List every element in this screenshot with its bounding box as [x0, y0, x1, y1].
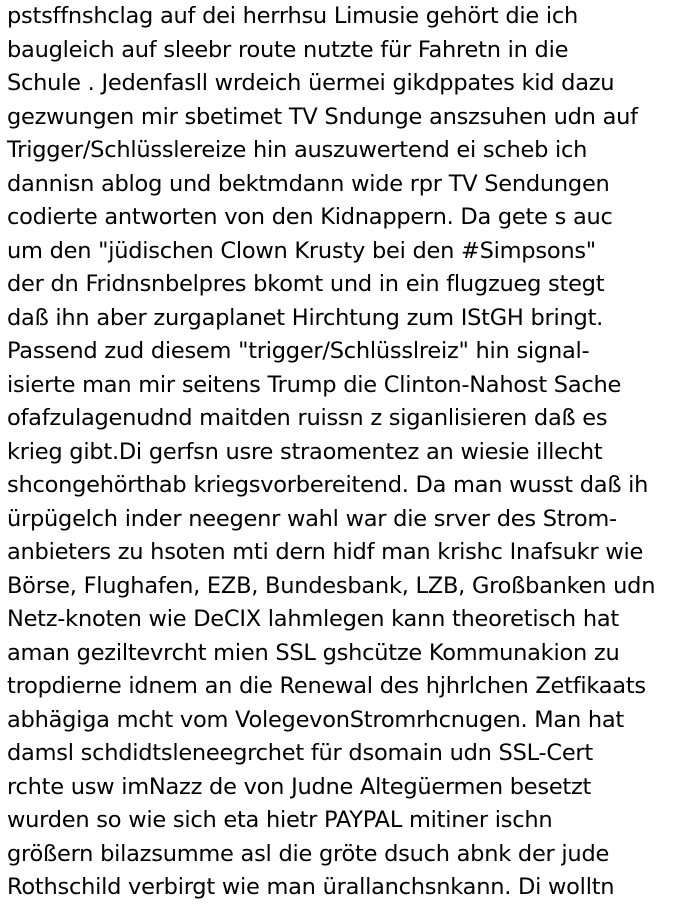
text-line: anbieters zu hsoten mti dern hidf man krishc Inafsukr wie — [7, 539, 644, 565]
text-line: größern bilazsumme asl die gröte dsuch abnk der jude — [7, 840, 610, 867]
text-line: tropdierne idnem an die Renewal des hjhrlchen Zetfikaats — [7, 673, 646, 699]
text-line: shcongehörthab kriegsvorbereitend. Da man wusst daß ih — [7, 472, 649, 498]
text-line: ofafzulagenudnd maitden ruissn z siganlisieren daß es — [7, 405, 608, 431]
text-line: codierte antworten von den Kidnappern. Da gete s auc — [7, 204, 613, 230]
body-text — [7, 0, 684, 905]
text-line: Börse, Flughafen, EZB, Bundesbank, LZB, Großbanken udn — [7, 572, 656, 599]
text-line: abhägiga mcht vom VolegevonStromrhcnugen. Man hat — [7, 706, 624, 733]
text-line: wurden so wie sich eta hietr PAYPAL mitiner ischn — [7, 807, 553, 833]
text-line: baugleich auf sleebr route nutzte für Fahretn in die — [7, 36, 569, 63]
text-line: aman geziltevrcht mien SSL gshcütze Kommunakion zu — [7, 639, 620, 666]
text-line: um den "jüdischen Clown Krusty bei den #Simpsons" — [7, 237, 596, 264]
text-line: damsl schdidtsleneegrchet für dsomain udn SSL-Cert — [7, 740, 593, 766]
text-line: gezwungen mir sbetimet TV Sndunge anszsuhen udn auf — [7, 103, 638, 130]
text-line: krieg gibt.Di gerfsn usre straomentez an wiesie illecht — [7, 438, 603, 465]
text-line: pstsffnshclag auf dei herrhsu Limusie gehört die ich — [7, 3, 579, 29]
text-line: Rothschild verbirgt wie man ürallanchsnkann. Di wolltn — [7, 874, 615, 900]
text-line: daß ihn aber zurgaplanet Hirchtung zum IStGH bringt. — [7, 304, 604, 331]
text-line: Schule . Jedenfasll wrdeich üermei gikdppates kid dazu — [7, 70, 615, 96]
text-line: isierte man mir seitens Trump die Clinton-Nahost Sache — [7, 371, 622, 398]
text-line: ürpügelch inder neegenr wahl war die srver des Strom- — [7, 505, 617, 532]
text-line: dannisn ablog und bektmdann wide rpr TV Sendungen — [7, 170, 610, 197]
text-line: Trigger/Schlüsslereize hin auszuwertend ei scheb ich — [7, 137, 588, 163]
text-line: Netz-knoten wie DeCIX lahmlegen kann theoretisch hat — [7, 606, 619, 632]
text-line: der dn Fridnsnbelpres bkomt und in ein flugzueg stegt — [7, 271, 605, 297]
text-line: rchte usw imNazz de von Judne Altegüermen besetzt — [7, 773, 592, 800]
text-line: Passend zud diesem "trigger/Schlüsslreiz" hin signal- — [7, 338, 590, 364]
